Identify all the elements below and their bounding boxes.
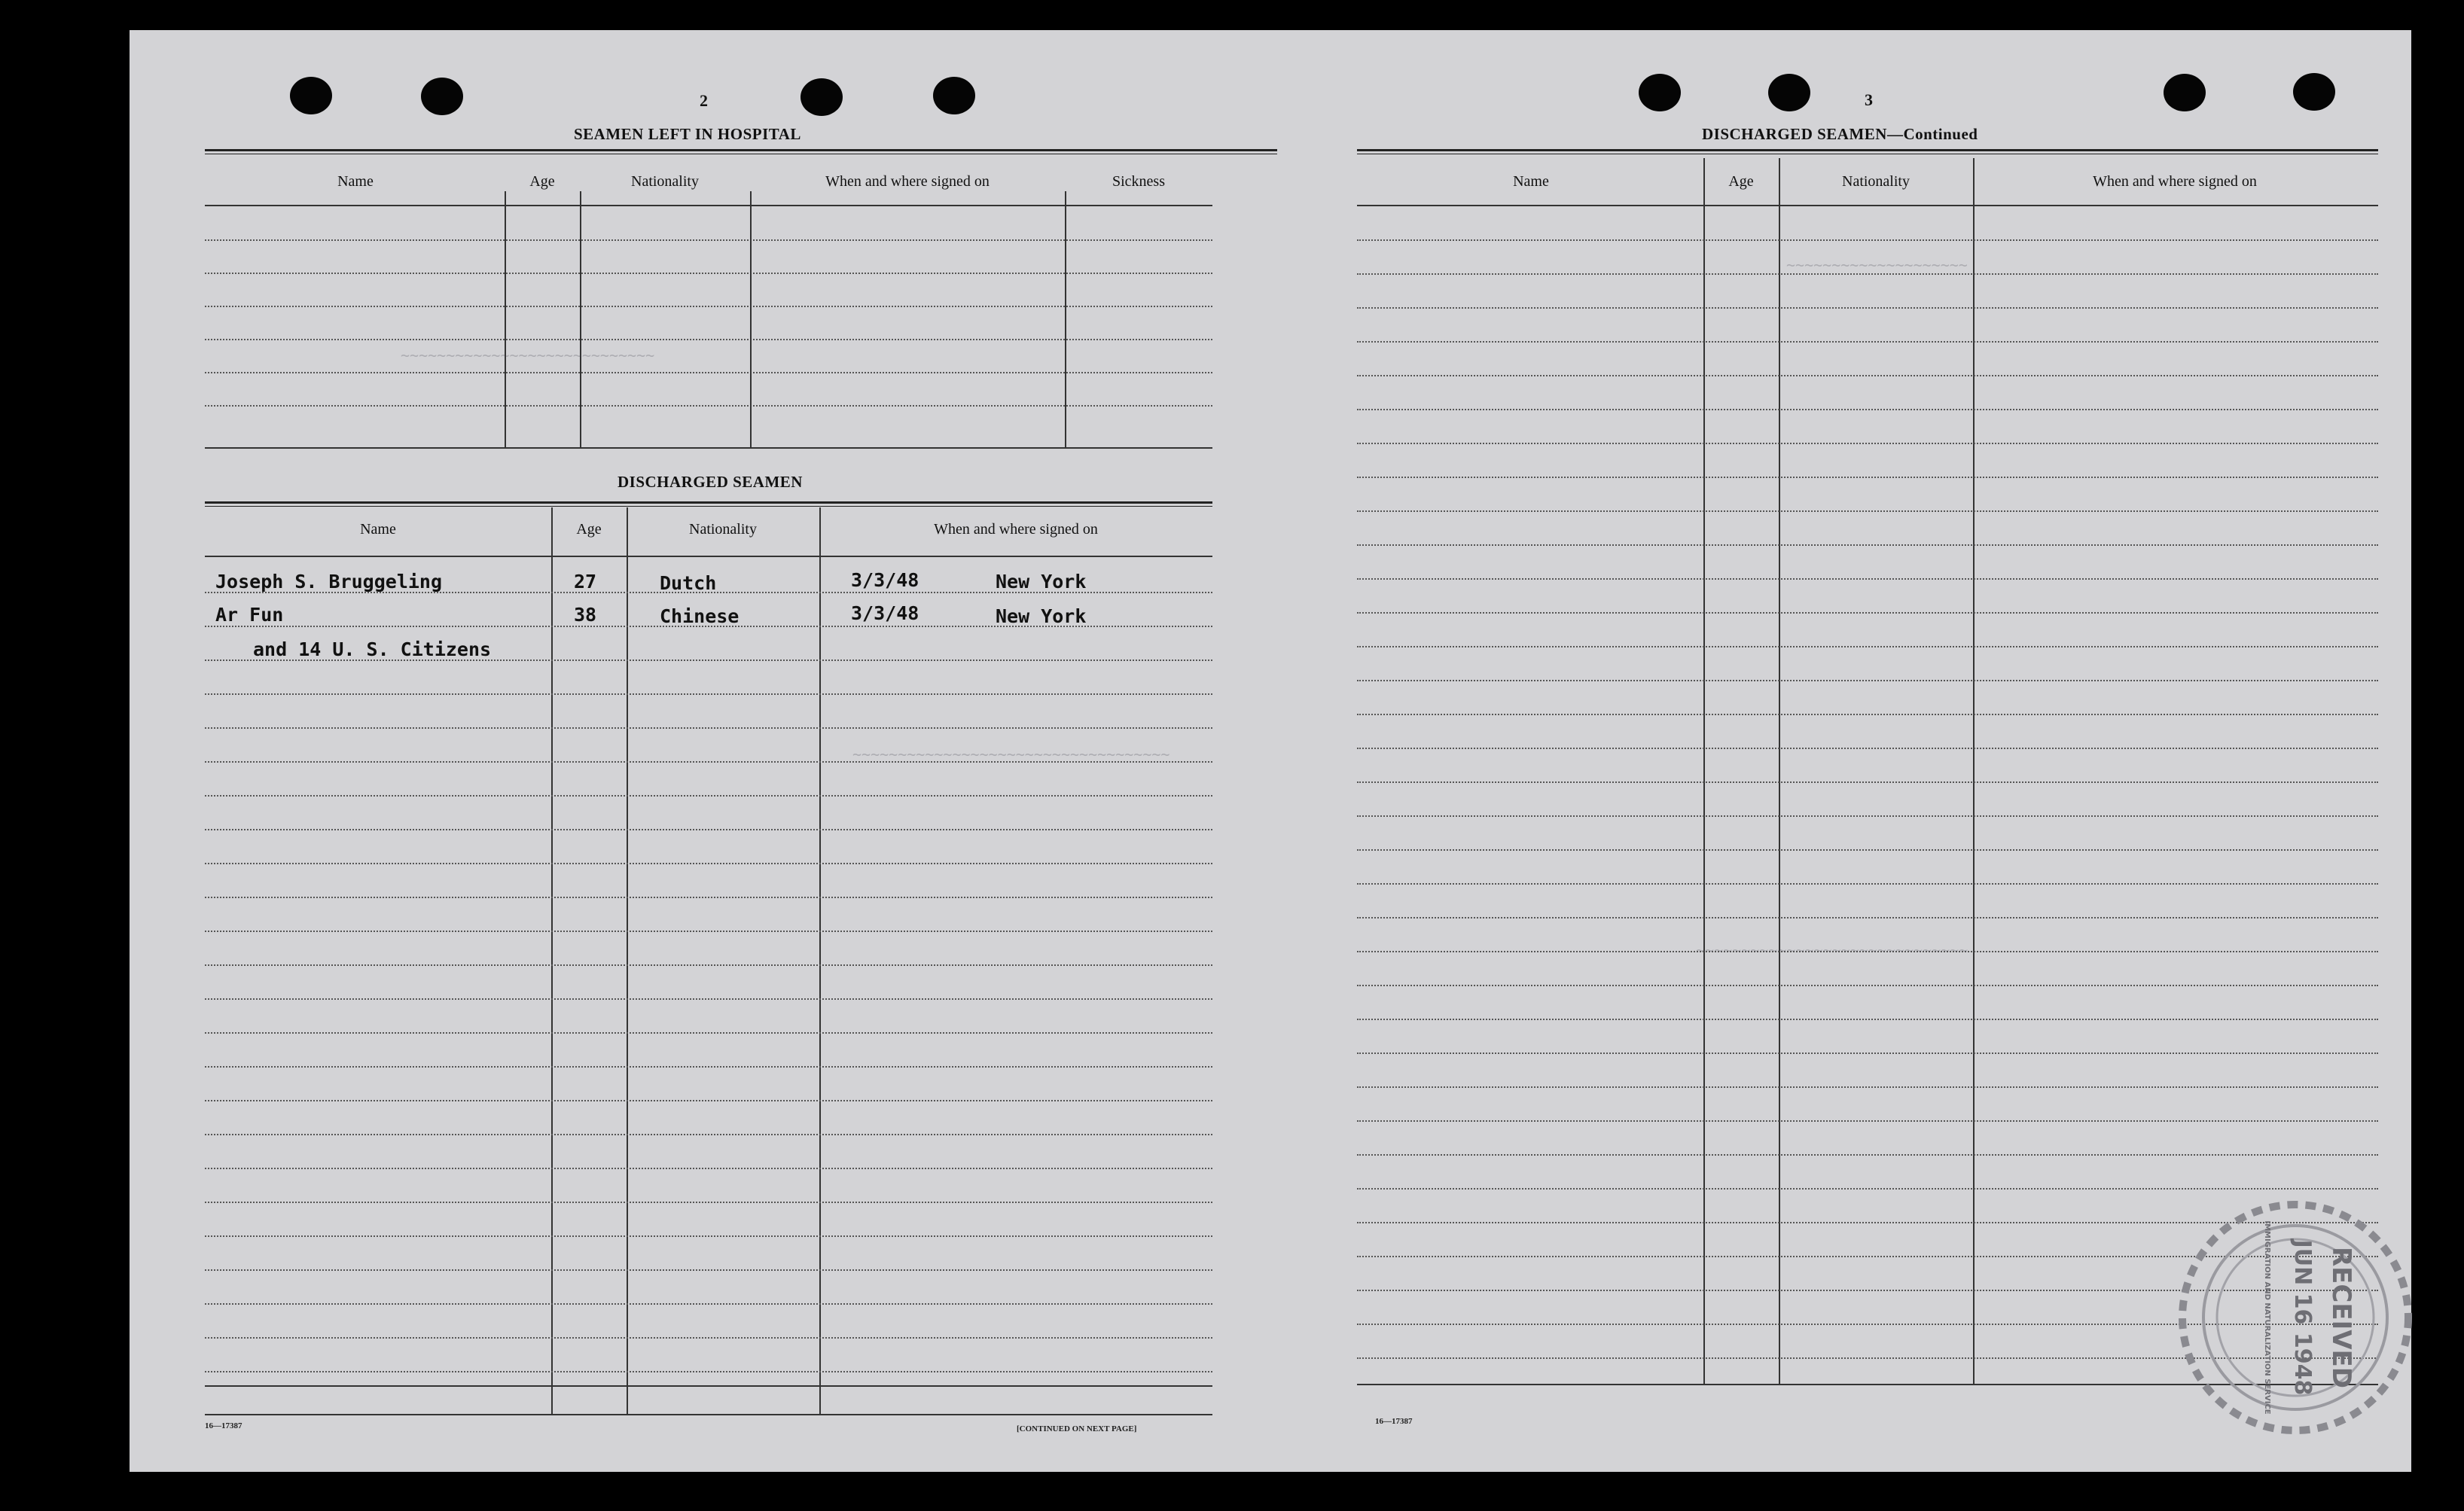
- row-line: [1357, 443, 2378, 444]
- row-line: [1357, 477, 2378, 478]
- row-line: [1357, 781, 2378, 783]
- discharged-nationality: Chinese: [660, 605, 740, 627]
- stamp-received: RECEIVED: [2326, 1247, 2356, 1388]
- right-section-title: DISCHARGED SEAMEN—Continued: [1702, 125, 1978, 143]
- row-line: [1357, 239, 2378, 241]
- row-line: [1357, 341, 2378, 343]
- stamp-seal-icon: [2175, 1197, 2416, 1438]
- row-line: [1357, 985, 2378, 986]
- row-line: [1357, 714, 2378, 715]
- col-header-when-where: When and where signed on: [825, 173, 990, 190]
- row-line: [1357, 1019, 2378, 1020]
- col-header-nationality: Nationality: [631, 173, 699, 190]
- row-line: [1357, 307, 2378, 309]
- row-line: [1357, 544, 2378, 546]
- row-line: [1357, 917, 2378, 918]
- discharged-nationality: Dutch: [660, 572, 717, 594]
- col-header-sickness: Sickness: [1112, 173, 1165, 190]
- continued-note: [CONTINUED ON NEXT PAGE]: [1017, 1424, 1137, 1433]
- discharged-place: New York: [996, 571, 1087, 593]
- col-header-nationality: Nationality: [1842, 173, 1910, 190]
- discharged-date: 3/3/48: [851, 569, 919, 591]
- row-line: [1357, 375, 2378, 376]
- form-number: 16—17387: [205, 1421, 242, 1430]
- discharged-age: 38: [574, 604, 597, 626]
- row-line: [1357, 1086, 2378, 1088]
- row-line: [1357, 409, 2378, 410]
- col-header-age: Age: [576, 521, 602, 538]
- stamp-date: JUN 16 1948: [2289, 1239, 2316, 1396]
- row-line: [1357, 612, 2378, 614]
- row-line: [1357, 578, 2378, 580]
- right-header-rule: [1357, 205, 2378, 206]
- col-header-nationality: Nationality: [689, 521, 757, 538]
- discharged-place: New York: [996, 605, 1087, 627]
- row-line: [1357, 1154, 2378, 1156]
- bleed-through-mark: ~~~~~~~~~~~~~~~~~~~~: [1786, 256, 1968, 274]
- row-line: [1357, 1120, 2378, 1122]
- bleed-through-mark: ~~~~~~~~~~~~~~~~~~~~~~~~~~~~~~: [1696, 941, 1968, 959]
- col-header-age: Age: [529, 173, 555, 190]
- col-header-when-where: When and where signed on: [934, 521, 1098, 538]
- bleed-through-mark: ~~~~~~~~~~~~~~~~~~~~~~~~~~~~~~~~~~~: [852, 745, 1170, 763]
- col-header-age: Age: [1728, 173, 1754, 190]
- page-number: 3: [1865, 90, 1873, 109]
- discharged-section-title: DISCHARGED SEAMEN: [618, 473, 803, 491]
- col-header-name: Name: [1513, 173, 1549, 190]
- hospital-section-title: SEAMEN LEFT IN HOSPITAL: [574, 125, 801, 143]
- right-top-rule: [1357, 149, 2378, 154]
- row-line: [1357, 510, 2378, 512]
- col-header-name: Name: [337, 173, 374, 190]
- row-line: [1357, 815, 2378, 817]
- row-line: [1357, 748, 2378, 749]
- discharged-name: Ar Fun: [215, 604, 284, 626]
- stamp-agency: IMMIGRATION AND NATURALIZATION SERVICE: [2263, 1220, 2271, 1415]
- row-line: [1357, 646, 2378, 647]
- received-stamp: [2175, 1197, 2416, 1438]
- row-line: [1357, 1053, 2378, 1054]
- row-line: [1357, 849, 2378, 851]
- discharged-name: Joseph S. Bruggeling: [215, 571, 443, 593]
- page-number: 2: [700, 91, 708, 110]
- row-line: [1357, 883, 2378, 885]
- discharged-age: 27: [574, 571, 597, 593]
- row-line: [1357, 1188, 2378, 1190]
- discharged-name: and 14 U. S. Citizens: [253, 638, 492, 660]
- document-sheet: [130, 30, 2411, 1472]
- right-page: [130, 30, 2411, 1472]
- discharged-date: 3/3/48: [851, 602, 919, 624]
- col-header-when-where: When and where signed on: [2093, 173, 2257, 190]
- bleed-through-mark: ~~~~~~~~~~~~~~~~~~~~~~~~~~~~: [401, 346, 655, 364]
- row-line: [1357, 680, 2378, 681]
- form-number: 16—17387: [1375, 1417, 1413, 1426]
- col-header-name: Name: [360, 521, 396, 538]
